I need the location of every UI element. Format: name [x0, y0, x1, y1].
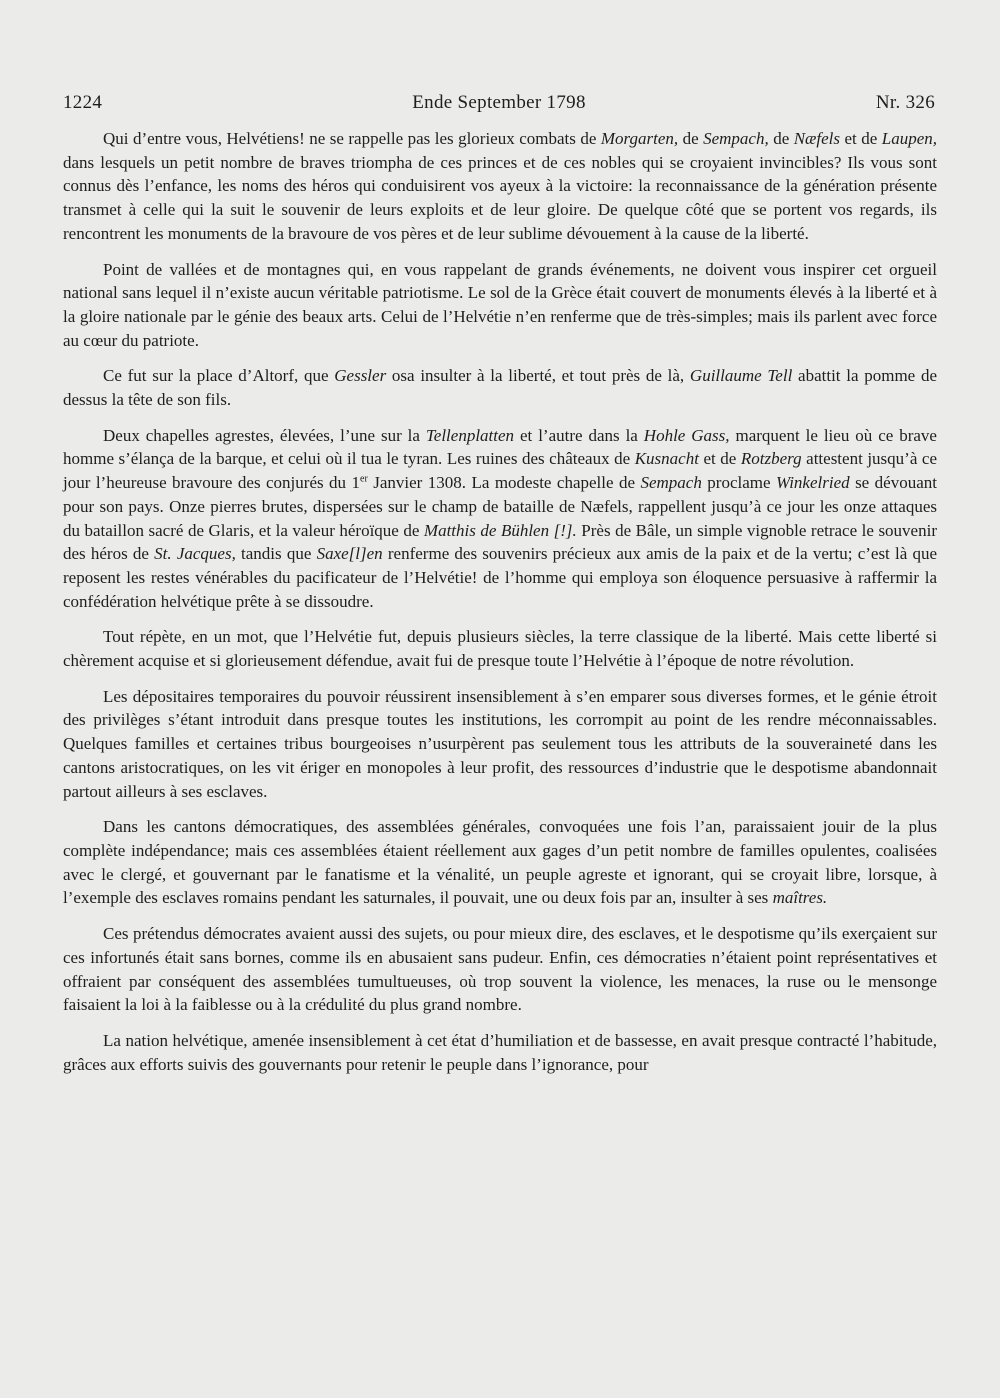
- text-run: Dans les cantons démocratiques, des assemblées générales, convoquées une fois l’an, paraissaient jouir de la plus complète indépendance; mais ces assemblées étaient réellement aux gages d’un petit nombre de familles opulentes, coalisées avec le clergé, et gouvernant par le fanatisme et la vénalité, un peuple agreste et ignorant, qui se croyait libre, lorsque, à l’exemple des esclaves romains pendant les saturnales, il pouvait, une ou deux fois par an, insulter à ses: [63, 817, 937, 908]
- text-run: Point de vallées et de montagnes qui, en vous rappelant de grands événements, ne doivent vous inspirer cet orgueil national sans lequel il n’existe aucun véritable patriotisme. Le sol de la Grèce était couvert de monuments élevés à la liberté et à la gloire nationale par le génie des beaux arts. Celui de l’Helvétie n’en renferme que de très-simples; mais ils parlent avec force au cœur du patriote.: [63, 259, 937, 350]
- text-run: et de: [840, 129, 882, 148]
- italic-text: Matthis de Bühlen [!].: [423, 520, 577, 540]
- body-text: [63, 127, 937, 1088]
- italic-text: Sempach: [640, 473, 702, 493]
- italic-text: Winkelried: [775, 473, 850, 493]
- superscript: er: [360, 473, 368, 485]
- italic-text: Laupen,: [881, 129, 937, 148]
- text-run: osa insulter à la liberté, et tout près de là,: [386, 366, 690, 386]
- running-title: Ende September 1798: [412, 92, 586, 113]
- text-run: proclame: [701, 473, 776, 493]
- italic-text: St. Jacques,: [154, 544, 236, 564]
- italic-text: Guillaume Tell: [689, 366, 793, 386]
- italic-text: Saxe[l]en: [316, 544, 383, 564]
- paragraph: [63, 364, 937, 411]
- text-run: marquent le lieu où ce brave homme s’élança de la barque, et celui où il tua le tyran. Les ruines des châteaux de: [63, 425, 937, 469]
- text-run: Près de Bâle, un simple vignoble retrace le souvenir des héros de: [63, 520, 937, 564]
- italic-text: Sempach,: [703, 129, 769, 148]
- text-run: de: [768, 129, 794, 148]
- text-run: Les dépositaires temporaires du pouvoir réussirent insensiblement à s’en emparer sous diverses formes, et le génie étroit des privilèges s’étant introduit dans presque toutes les institutions, les corrompit au point de les rendre méconnaissables. Quelques familles et certaines tribus bourgeoises n’usurpèrent pas seulement tous les attributs de la souveraineté dans les cantons aristocratiques, on les vit ériger en monopoles à leur profit, des ressources d’industrie que le despotisme abandonnait partout ailleurs à ses esclaves.: [63, 686, 937, 801]
- text-run: abattit la pomme de dessus la tête de son fils.: [63, 366, 937, 410]
- text-run: de: [678, 129, 704, 148]
- italic-text: Kusnacht: [634, 449, 699, 469]
- paragraph: [63, 127, 937, 246]
- text-run: tandis que: [235, 544, 317, 564]
- text-run: Janvier 1308. La modeste chapelle de: [367, 473, 641, 493]
- text-run: La nation helvétique, amenée insensiblement à cet état d’humiliation et de bassesse, en avait presque contracté l’habitude, grâces aux efforts suivis des gouvernants pour retenir le peuple dans l’ignorance, pour: [63, 1030, 937, 1074]
- paragraph: [63, 424, 937, 614]
- text-run: dans lesquels un petit nombre de braves triompha de ces princes et de ces nobles qui se croyaient invincibles? Ils vous sont connus dès l’enfance, les noms des héros qui conduisirent vos ayeux à la victoire: la reconnaissance de la génération présente transmet à celle qui la suit le souvenir de leurs exploits et de leur gloire. De quelque côté que se portent vos regards, ils rencontrent les monuments de la bravoure de vos pères et de leur sublime dévouement à la cause de la liberté.: [63, 152, 937, 243]
- paragraph: [63, 258, 937, 353]
- italic-text: Morgarten,: [600, 129, 679, 148]
- text-run: Qui d’entre vous, Helvétiens! ne se rappelle pas les glorieux combats de: [103, 129, 601, 148]
- italic-text: Gessler: [334, 366, 387, 386]
- italic-text: maîtres.: [772, 888, 828, 908]
- paragraph: [63, 1029, 937, 1076]
- running-header: [63, 92, 935, 118]
- italic-text: Tellenplatten: [425, 425, 515, 445]
- text-run: attestent jusqu’à ce jour l’heureuse bravoure des conjurés du 1: [63, 449, 937, 493]
- italic-text: Hohle Gass,: [643, 425, 730, 445]
- text-run: Tout répète, en un mot, que l’Helvétie fut, depuis plusieurs siècles, la terre classique de la liberté. Mais cette liberté si chèrement acquise et si glorieusement défendue, avait fui de presque toute l’Helvétie à l’époque de notre révolution.: [63, 627, 937, 671]
- text-run: renferme des souvenirs précieux aux amis de la paix et de la vertu; c’est là que reposent les restes vénérables du pacificateur de l’Helvétie! de l’homme qui employa son éloquence persuasive à raffermir la confédération helvétique prête à se dissoudre.: [63, 544, 937, 611]
- paragraph: [63, 625, 937, 672]
- italic-text: Næfels: [793, 129, 841, 148]
- text-run: Ce fut sur la place d’Altorf, que: [103, 366, 335, 386]
- text-run: et de: [698, 449, 741, 469]
- document-number: Nr. 326: [875, 92, 935, 113]
- paragraph: [63, 922, 937, 1017]
- text-run: Deux chapelles agrestes, élevées, l’une sur la: [103, 425, 426, 445]
- paragraph: [63, 685, 937, 804]
- text-run: et l’autre dans la: [514, 425, 644, 445]
- paragraph: [63, 815, 937, 910]
- text-run: se dévouant pour son pays. Onze pierres brutes, dispersées sur le champ de bataille de Næfels, rappellent jusqu’à ce jour les onze attaques du bataillon sacré de Glaris, et la valeur héroïque de: [63, 473, 937, 540]
- italic-text: Rotzberg: [740, 449, 802, 469]
- text-run: Ces prétendus démocrates avaient aussi des sujets, ou pour mieux dire, des esclaves, et le despotisme qu’ils exerçaient sur ces infortunés était sans bornes, comme ils en abusaient sans pudeur. Enfin, ces démocraties n’étaient point représentatives et offraient par conséquent des assemblées tumultueuses, où trop souvent la violence, les menaces, la ruse ou le mensonge faisaient la loi à la faiblesse ou à la crédulité du plus grand nombre.: [63, 924, 937, 1015]
- page-number: 1224: [63, 92, 103, 113]
